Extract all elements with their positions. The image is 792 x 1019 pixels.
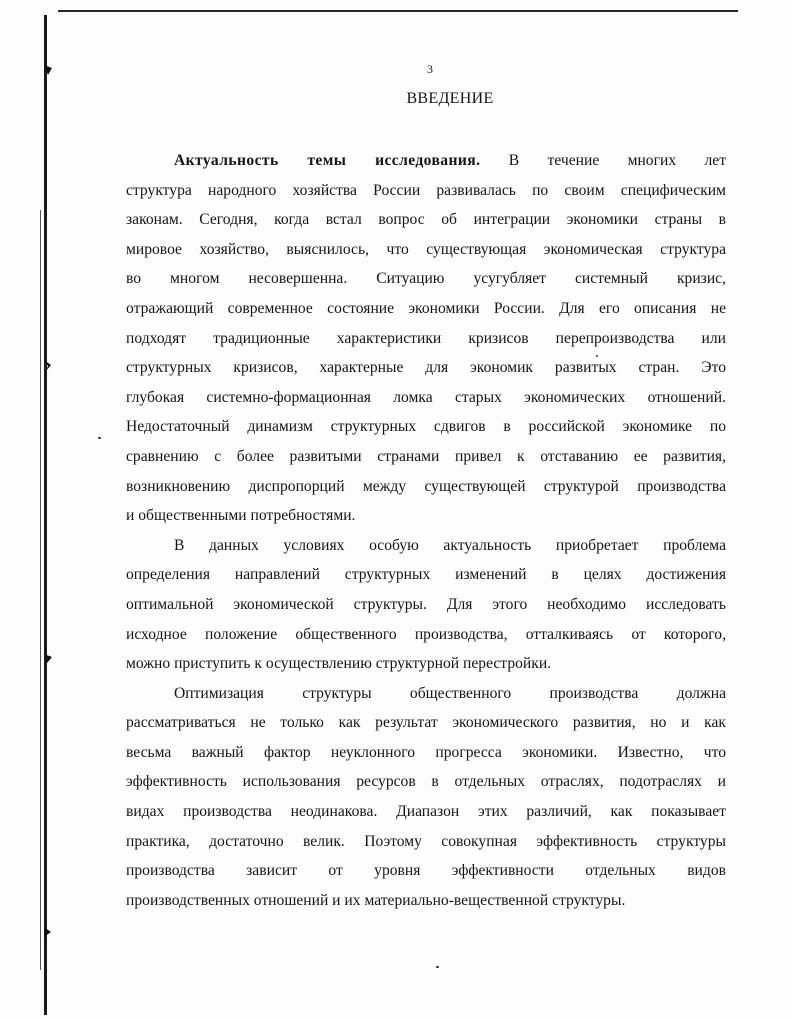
paragraph-3-line: видах производства неодинакова. Диапазон этих различий, как показывает <box>126 803 726 821</box>
page-heading: ВВЕДЕНИЕ <box>406 90 494 107</box>
paragraph-3-line: практика, достаточно велик. Поэтому совокупная эффективность структуры <box>126 832 726 850</box>
section-title-bold: Актуальность темы исследования. <box>174 152 481 169</box>
body-text <box>126 146 726 915</box>
paragraph-1-line: во многом несовершенна. Ситуацию усугубляет системный кризис, <box>126 270 726 288</box>
paragraph-1-line: и общественными потребностями. <box>126 507 356 525</box>
scan-speck <box>436 966 439 968</box>
page-number: 3 <box>427 62 433 76</box>
paragraph-3-line: эффективность использования ресурсов в отдельных отраслях, подотраслях и <box>126 773 726 791</box>
paragraph-1-line: сравнению с более развитыми странами привел к отставанию ее развития, <box>126 447 726 465</box>
paragraph-3-line: производственных отношений и их материально-вещественной структуры. <box>126 891 626 909</box>
paragraph-3-line: Оптимизация структуры общественного производства должна <box>174 684 726 702</box>
paragraph-1-line: отражающий современное состояние экономики России. Для его описания не <box>126 299 726 317</box>
scan-binding-line <box>44 15 47 1015</box>
paragraph-3-line: весьма важный фактор неуклонного прогресса экономики. Известно, что <box>126 743 726 761</box>
paragraph-1-line: подходят традиционные характеристики кризисов перепроизводства или <box>126 329 726 347</box>
paragraph-1-first-line-text: В течение многих лет <box>508 152 727 169</box>
paragraph-3-line: рассматриваться не только как результат экономического развития, но и как <box>126 714 726 732</box>
paragraph-2-line: В данных условиях особую актуальность приобретает проблема <box>174 536 726 554</box>
paragraph-1-line: структурных кризисов, характерные для экономик развитых стран. Это <box>126 359 726 377</box>
binding-staple-icon <box>44 652 53 664</box>
paragraph-1-line: структура народного хозяйства России развивалась по своим специфическим <box>126 181 726 199</box>
binding-staple-icon <box>43 926 52 938</box>
scan-top-edge-line <box>58 10 738 12</box>
paragraph-1-line: законам. Сегодня, когда встал вопрос об интеграции экономики страны в <box>126 211 726 229</box>
paragraph-1-line: Недостаточный динамизм структурных сдвигов в российской экономике по <box>126 418 726 436</box>
binding-staple-icon <box>43 360 52 372</box>
paragraph-2-line: можно приступить к осуществлению структурной перестройки. <box>126 655 552 673</box>
paragraph-2-line: исходное положение общественного производства, отталкиваясь от которого, <box>126 625 726 643</box>
paragraph-2-line: оптимальной экономической структуры. Для этого необходимо исследовать <box>126 595 726 613</box>
paragraph-3-line: производства зависит от уровня эффективности отдельных видов <box>126 862 726 880</box>
paragraph-1-line: мировое хозяйство, выяснилось, что существующая экономическая структура <box>126 240 726 258</box>
paragraph-1-line: возникновению диспропорций между существующей структурой производства <box>126 477 726 495</box>
scan-binding-line-thin <box>40 210 41 970</box>
paragraph-2-line: определения направлений структурных изменений в целях достижения <box>126 566 726 584</box>
paragraph-1-line: глубокая системно-формационная ломка старых экономических отношений. <box>126 388 726 406</box>
paragraph-1-line <box>126 146 726 176</box>
scan-speck <box>98 437 101 439</box>
